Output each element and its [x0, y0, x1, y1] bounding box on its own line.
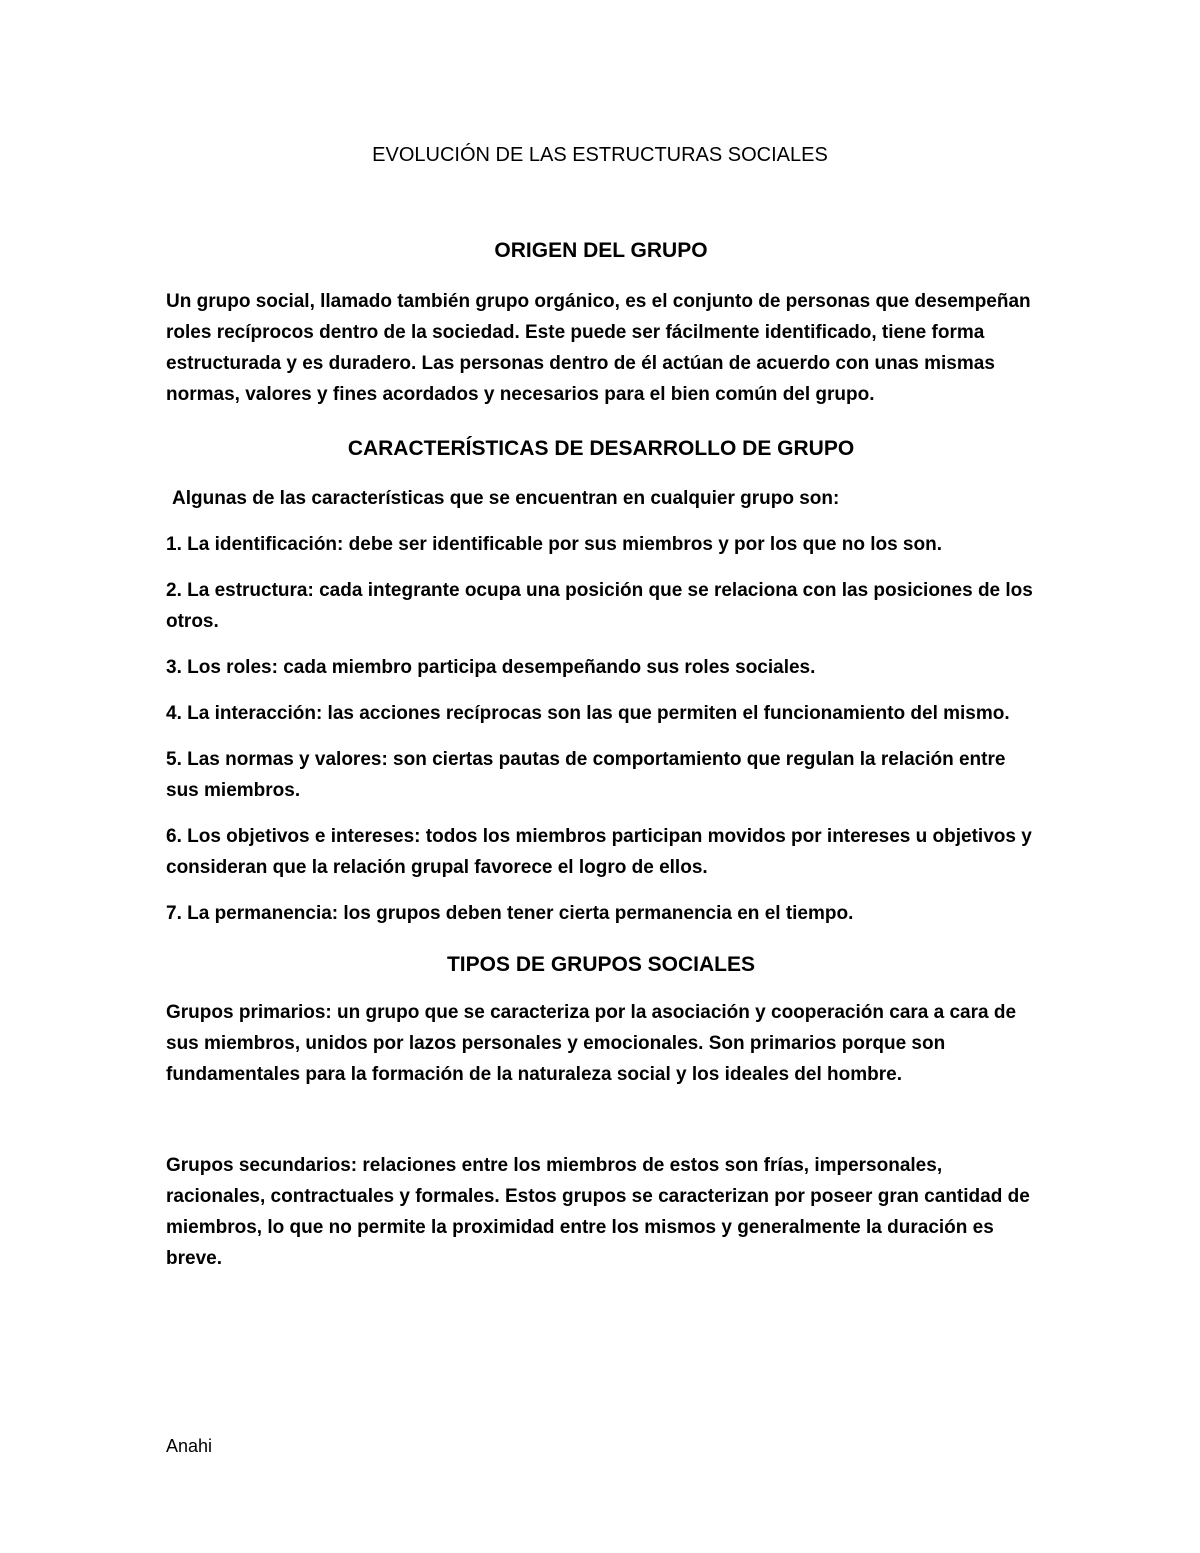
list-item: 5. Las normas y valores: son ciertas pautas de comportamiento que regulan la relación entre sus miembros. — [166, 749, 1006, 801]
paragraph-origen: Un grupo social, llamado también grupo orgánico, es el conjunto de personas que desempeñan roles recíprocos dentro de la sociedad. Este puede ser fácilmente identificado, tiene forma estructurada y es duradero. Las personas dentro de él actúan de acuerdo con unas mismas normas, valores y fines acordados y necesarios para el bien común del grupo. — [166, 291, 1031, 405]
paragraph-grupos-primarios: Grupos primarios: un grupo que se caracteriza por la asociación y cooperación cara a cara de sus miembros, unidos por lazos personales y emocionales. Son primarios porque son fundamentales para la formación de la naturaleza social y los ideales del hombre. — [166, 1002, 1017, 1085]
list-item: 6. Los objetivos e intereses: todos los miembros participan movidos por intereses u objetivos y consideran que la relación grupal favorece el logro de ellos. — [166, 826, 1032, 878]
document-title: EVOLUCIÓN DE LAS ESTRUCTURAS SOCIALES — [372, 144, 828, 166]
footer-author: Anahi — [166, 1436, 213, 1456]
characteristics-list — [166, 529, 1036, 929]
heading-origen-del-grupo: ORIGEN DEL GRUPO — [494, 239, 708, 262]
paragraph-grupos-secundarios: Grupos secundarios: relaciones entre los miembros de estos son frías, impersonales, racionales, contractuales y formales. Estos grupos se caracterizan por poseer gran cantidad de miembros, lo que no permite la proximidad entre los mismos y generalmente la duración es breve. — [166, 1155, 1030, 1269]
list-item: 2. La estructura: cada integrante ocupa una posición que se relaciona con las posiciones de los otros. — [166, 580, 1033, 632]
list-item: 1. La identificación: debe ser identificable por sus miembros y por los que no los son. — [166, 534, 942, 555]
document-body — [166, 236, 1036, 1274]
paragraph-caracteristicas-intro: Algunas de las características que se encuentran en cualquier grupo son: — [172, 488, 840, 509]
list-item: 7. La permanencia: los grupos deben tener cierta permanencia en el tiempo. — [166, 903, 854, 924]
heading-tipos-de-grupos: TIPOS DE GRUPOS SOCIALES — [446, 953, 756, 976]
list-item: 4. La interacción: las acciones recíprocas son las que permiten el funcionamiento del mismo. — [166, 703, 1010, 724]
list-item: 3. Los roles: cada miembro participa desempeñando sus roles sociales. — [166, 657, 816, 678]
heading-caracteristicas: CARACTERÍSTICAS DE DESARROLLO DE GRUPO — [347, 437, 855, 460]
